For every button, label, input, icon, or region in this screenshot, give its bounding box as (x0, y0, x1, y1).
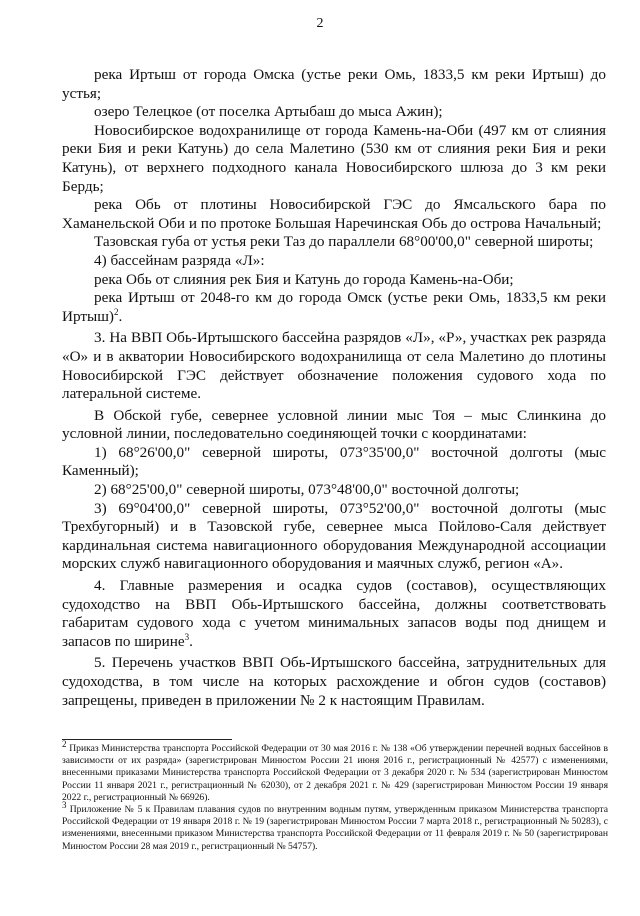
footnote-mark: 3 (62, 799, 67, 810)
footnote-mark: 2 (62, 738, 67, 749)
paragraph: В Обской губе, севернее условной линии мыс Тоя – мыс Слинкина до условной линии, последовательно соединяющей точки с координатами: (62, 406, 606, 443)
footnote-ref: 2 (113, 306, 119, 317)
footnote-ref: 3 (184, 631, 190, 642)
page-number: 2 (316, 16, 324, 31)
paragraph: 1) 68°26'00,0" северной широты, 073°35'00,0" восточной долготы (мыс Каменный); (62, 443, 606, 480)
paragraph-text: река Иртыш от 2048-го км до города Омск (устье реки Омь, 1833,5 км реки Иртыш) (62, 289, 606, 325)
paragraph: 4) бассейнам разряда «Л»: (94, 251, 265, 269)
footnote (62, 738, 608, 804)
paragraph: река Иртыш от 2048-го км до города Омск (устье реки Омь, 1833,5 км реки Иртыш)$^2$. (62, 289, 606, 325)
paragraph: 4. Главные размерения и осадка судов (составов), осуществляющих судоходство на ВВП Обь-Иртышского бассейна, должны соответствовать габаритам судового хода с учетом минимальных запасов воды под днищем и запасов по ширине$^3$. (62, 577, 606, 650)
footnote (62, 799, 608, 853)
paragraph: 5. Перечень участков ВВП Обь-Иртышского бассейна, затруднительных для судоходства, в том числе на которых расхождение и обгон судов (составов) запрещены, приведен в приложении № 2 к настоящим Правилам. (62, 654, 606, 709)
footnote-text: Приложение № 5 к Правилам плавания судов по внутренним водным путям, утвержденным приказом Министерства транспорта Российской Федерации от 19 января 2018 г. № 19 (зарегистрирован Минюстом России 7 марта 2018 г., регистрационный № 50283), с изменениями, внесенными приказом Министерства транспорта Российской Федерации от 11 февраля 2019 г. № 50 (зарегистрирован Минюстом России 28 мая 2019 г., регистрационный № 54757). (62, 804, 608, 852)
body-text (62, 66, 606, 710)
paragraph: 2) 68°25'00,0" северной широты, 073°48'00,0" восточной долготы; (94, 481, 520, 499)
paragraph-text: 4. Главные размерения и осадка судов (составов), осуществляющих судоходство на ВВП Обь-Иртышского бассейна, должны соответствовать габаритам судового хода с учетом минимальных запасов воды под днищем и запасов по ширине (62, 577, 606, 650)
paragraph: река Обь от плотины Новосибирской ГЭС до Ямсальского бара по Хаманельской Оби и по протоке Большая Наречинская Обь до острова Начальный; (62, 196, 606, 232)
paragraph: озеро Телецкое (от поселка Артыбаш до мыса Ажин); (94, 103, 443, 121)
paragraph: река Обь от слияния рек Бия и Катунь до города Камень-на-Оби; (94, 270, 514, 288)
paragraph: Новосибирское водохранилище от города Камень-на-Оби (497 км от слияния реки Бия и реки Катунь) до села Малетино (530 км от слияния реки Бия и реки Катунь), от верхнего подходного канала Новосибирского шлюза до 3 км реки Бердь; (62, 121, 606, 195)
footnote-separator (62, 739, 232, 740)
footnote-text: Приказ Министерства транспорта Российской Федерации от 30 мая 2016 г. № 138 «Об утверждении перечней водных бассейнов в зависимости от их разряда» (зарегистрирован Минюстом России 21 июня 2016 г., регистрационный № 42577) с изменениями, внесенными приказами Министерства транспорта Российской Федерации от 3 декабря 2020 г. № 534 (зарегистрирован Минюстом России 11 января 2021 г., регистрационный № 62030), от 2 декабря 2021 г. № 429 (зарегистрирован Минюстом России 19 января 2022 г., регистрационный № 66926). (62, 743, 608, 803)
paragraph: 3. На ВВП Обь-Иртышского бассейна разрядов «Л», «Р», участках рек разряда «О» и в акватории Новосибирского водохранилища от села Малетино до плотины Новосибирской ГЭС действует обозначение положения судового хода по латеральной системе. (62, 329, 606, 403)
paragraph: 3) 69°04'00,0" северной широты, 073°52'00,0" восточной долготы (мыс Трехбугорный) и в Тазовской губе, севернее мыса Пойлово-Саля действует кардинальная система навигационного оборудования Международной ассоциации морских служб навигационного оборудования и маячных служб, регион «А». (62, 499, 606, 573)
paragraph: река Иртыш от города Омска (устье реки Омь, 1833,5 км реки Иртыш) до устья; (62, 66, 606, 102)
footnotes (62, 738, 608, 853)
paragraph: Тазовская губа от устья реки Таз до параллели 68°00'00,0" северной широты; (94, 233, 594, 251)
